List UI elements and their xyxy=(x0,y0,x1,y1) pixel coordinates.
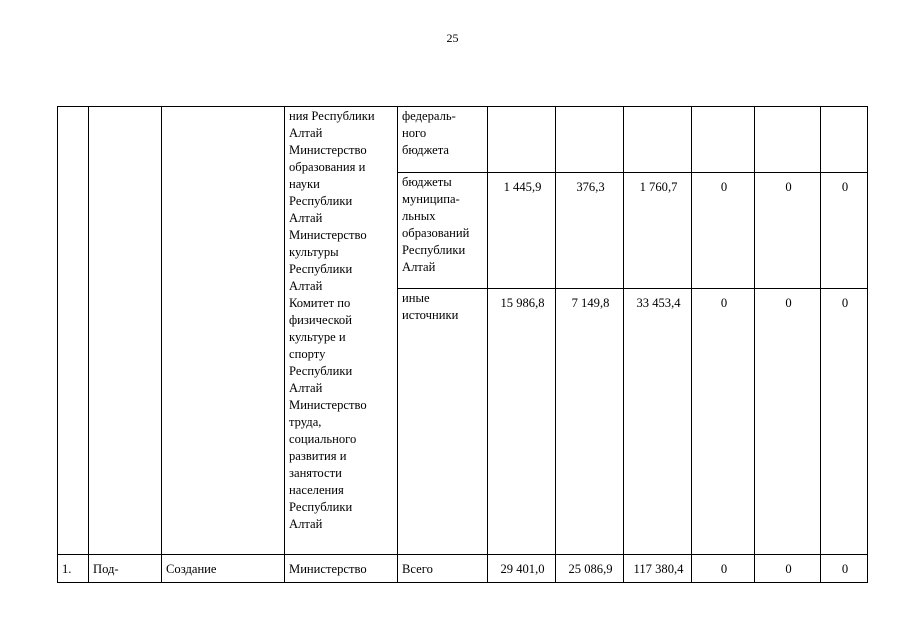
value-cell xyxy=(755,107,821,173)
row-number-cell: 1. xyxy=(58,555,89,583)
table-row xyxy=(58,555,868,583)
value-cell xyxy=(692,107,755,173)
event-name-cell xyxy=(162,107,285,555)
funding-source-cell: иные источники xyxy=(398,289,488,555)
value-cell: 25 086,9 xyxy=(556,555,624,583)
budget-table xyxy=(57,106,868,583)
value-cell: 0 xyxy=(755,173,821,289)
value-cell xyxy=(821,107,868,173)
value-cell: 1 445,9 xyxy=(488,173,556,289)
value-cell: 29 401,0 xyxy=(488,555,556,583)
value-cell: 33 453,4 xyxy=(624,289,692,555)
value-cell: 0 xyxy=(821,555,868,583)
table-row xyxy=(58,107,868,173)
funding-source-cell: Всего xyxy=(398,555,488,583)
funding-source-cell: федераль- ного бюджета xyxy=(398,107,488,173)
value-cell: 117 380,4 xyxy=(624,555,692,583)
row-number-cell xyxy=(58,107,89,555)
value-cell: 0 xyxy=(821,289,868,555)
value-cell: 0 xyxy=(692,289,755,555)
value-cell: 0 xyxy=(692,555,755,583)
value-cell: 7 149,8 xyxy=(556,289,624,555)
value-cell xyxy=(624,107,692,173)
value-cell: 0 xyxy=(755,289,821,555)
value-cell: 1 760,7 xyxy=(624,173,692,289)
value-cell: 0 xyxy=(755,555,821,583)
value-cell: 15 986,8 xyxy=(488,289,556,555)
executors-cell: Министерство xyxy=(285,555,398,583)
event-type-cell xyxy=(89,107,162,555)
event-type-cell: Под- xyxy=(89,555,162,583)
value-cell: 0 xyxy=(821,173,868,289)
executors-cell: ния Республики Алтай Министерство образования и науки Республики Алтай Министерство культуры Республики Алтай Комитет по физической культуре и спорту Республики Алтай Министерство труда, социального развития и занятости населения Республики Алтай xyxy=(285,107,398,555)
value-cell: 0 xyxy=(692,173,755,289)
event-name-cell: Создание xyxy=(162,555,285,583)
value-cell: 376,3 xyxy=(556,173,624,289)
value-cell xyxy=(488,107,556,173)
value-cell xyxy=(556,107,624,173)
page-number: 25 xyxy=(446,31,459,45)
funding-source-cell: бюджеты муниципа- льных образований Республики Алтай xyxy=(398,173,488,289)
